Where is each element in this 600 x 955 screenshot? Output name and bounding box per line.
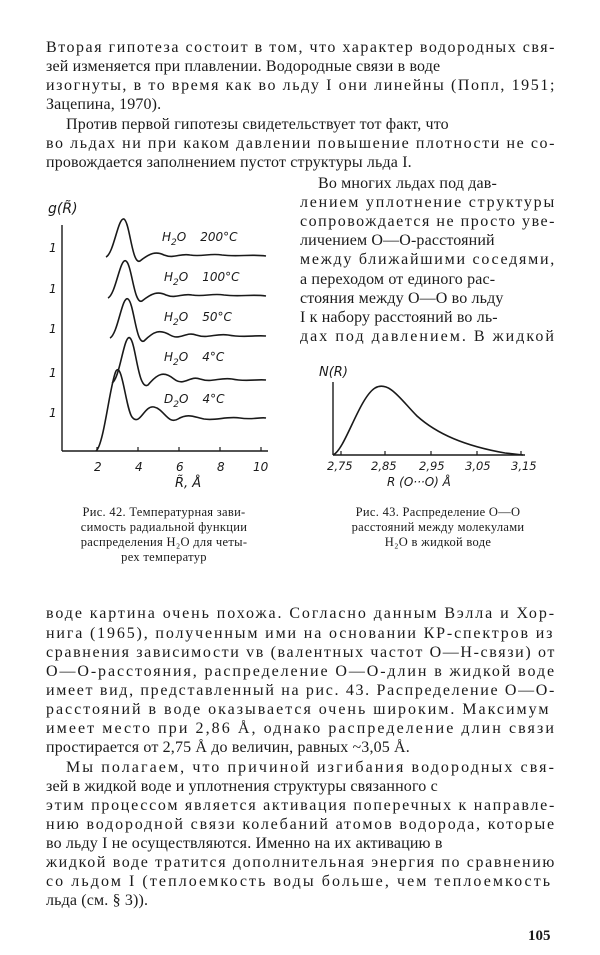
text-line: во льдах ни при каком давлении повышение плотности не со- — [46, 135, 556, 152]
text-line: расстояний в воде оказывается очень широким. Максимум — [46, 701, 551, 718]
text-line: имеет место при 2,86 Å, однако распределение длин связи — [46, 720, 556, 737]
caption-line: H₂O в жидкой воде — [384, 535, 492, 549]
fig42-curve-h2o-4c — [112, 338, 266, 386]
caption-line: симость радиальной функции — [80, 520, 248, 534]
fig43-x-tick-label: 3,15 — [511, 459, 537, 473]
text-line: воде картина очень похожа. Согласно данным Вэлла и Хор- — [46, 605, 556, 622]
text-line: зей в жидкой воде и уплотнения структуры связанного с — [46, 778, 438, 795]
text-line: лением уплотнение структуры — [300, 194, 556, 211]
fig43-x-tick-label: 2,75 — [327, 459, 353, 473]
text-line: зей изменяется при плавлении. Водородные связи в воде — [46, 58, 441, 75]
figure-42 — [40, 195, 290, 495]
fig43-y-axis-label: N(R) — [319, 365, 348, 380]
fig42-curve-label-h2o-100c: $H_2O$ 100°C — [164, 270, 240, 288]
text-line: льда (см. § 3)). — [46, 892, 149, 909]
fig42-x-axis-label: R̃, Å — [175, 476, 202, 491]
text-line: О—О-расстояния, распределение О—О-длин в жидкой воде — [46, 663, 556, 680]
text-line: между ближайшими соседями, — [300, 251, 556, 268]
fig43-x-tick-label: 3,05 — [465, 459, 491, 473]
text-line: этим процессом является активация поперечных к направле- — [46, 797, 556, 814]
figure-43 — [315, 360, 555, 490]
text-line: Против первой гипотезы свидетельствует тот факт, что — [66, 116, 449, 133]
text-line: изогнуты, в то время как во льду I они линейны (Попл, 1951; — [46, 77, 556, 94]
text-line: I к набору расстояний во ль- — [300, 309, 498, 326]
fig42-curve-mark: 1 — [49, 322, 57, 336]
fig42-curve-mark: 1 — [49, 241, 57, 255]
caption-line: Рис. 43. Распределение О—О — [355, 505, 521, 519]
fig42-curve-mark: 1 — [49, 366, 57, 380]
caption-line: расстояний между молекулами — [351, 520, 525, 534]
text-line: провождается заполнением пустот структуры льда I. — [46, 154, 412, 171]
caption-line: рех температур — [121, 550, 207, 564]
text-line: простирается от 2,75 Å до величин, равных ~3,05 Å. — [46, 739, 410, 756]
fig42-x-tick-label: 2 — [94, 460, 102, 474]
text-line: а переходом от единого рас- — [300, 271, 496, 288]
text-line: дах под давлением. В жидкой — [300, 328, 556, 345]
fig42-curve-label-h2o-50c: $H_2O$ 50°C — [164, 310, 232, 328]
text-line: нию водородной связи колебаний атомов водорода, которые — [46, 816, 556, 833]
fig42-curve-mark: 1 — [49, 282, 57, 296]
fig43-distribution-curve — [333, 386, 523, 455]
page-number: 105 — [528, 928, 551, 944]
text-line: сравнения зависимости vв (валентных частот О—Н-связи) от — [46, 644, 556, 661]
text-line: Зацепина, 1970). — [46, 96, 162, 113]
fig42-curve-mark: 1 — [49, 406, 57, 420]
fig42-curve-label-h2o-200c: $H_2O$ 200°C — [162, 230, 238, 248]
fig42-x-tick-label: 4 — [135, 460, 143, 474]
text-line: Во многих льдах под дав- — [318, 175, 497, 192]
text-line: сопровождается не просто уве- — [300, 213, 556, 230]
caption-line: распределения H₂O для четы- — [80, 535, 248, 549]
text-line: личением О—О-расстояний — [300, 232, 495, 249]
fig43-x-tick-label: 2,95 — [419, 459, 445, 473]
fig42-x-tick-label: 10 — [253, 460, 269, 474]
fig43-x-tick-label: 2,85 — [371, 459, 397, 473]
fig42-curve-label-h2o-4c: $H_2O$ 4°C — [164, 350, 225, 368]
text-line: Вторая гипотеза состоит в том, что характер водородных свя- — [46, 39, 556, 56]
fig42-x-tick-label: 6 — [176, 460, 184, 474]
caption-line: Рис. 42. Температурная зави- — [82, 505, 246, 519]
text-line: имеет вид, представленный на рис. 43. Распределение О—О- — [46, 682, 556, 699]
text-line: со льдом I (теплоемкость воды больше, чем теплоемкость — [46, 873, 553, 890]
text-line: во льду I не осуществляются. Именно на их активацию в — [46, 835, 443, 852]
fig42-x-tick-label: 8 — [217, 460, 225, 474]
text-line: нига (1965), полученным ими на основании КР-спектров из — [46, 625, 555, 642]
text-line: жидкой воде тратится дополнительная энергия по сравнению — [46, 854, 556, 871]
text-line: стояния между О—О во льду — [300, 290, 504, 307]
fig43-x-axis-label: R (O···O) Å — [387, 475, 451, 489]
fig42-y-axis-label: g(R̃) — [48, 201, 78, 217]
text-line: Мы полагаем, что причиной изгибания водородных свя- — [66, 759, 556, 776]
fig42-curve-label-d2o-4c: $D_2O$ 4°C — [164, 392, 225, 410]
